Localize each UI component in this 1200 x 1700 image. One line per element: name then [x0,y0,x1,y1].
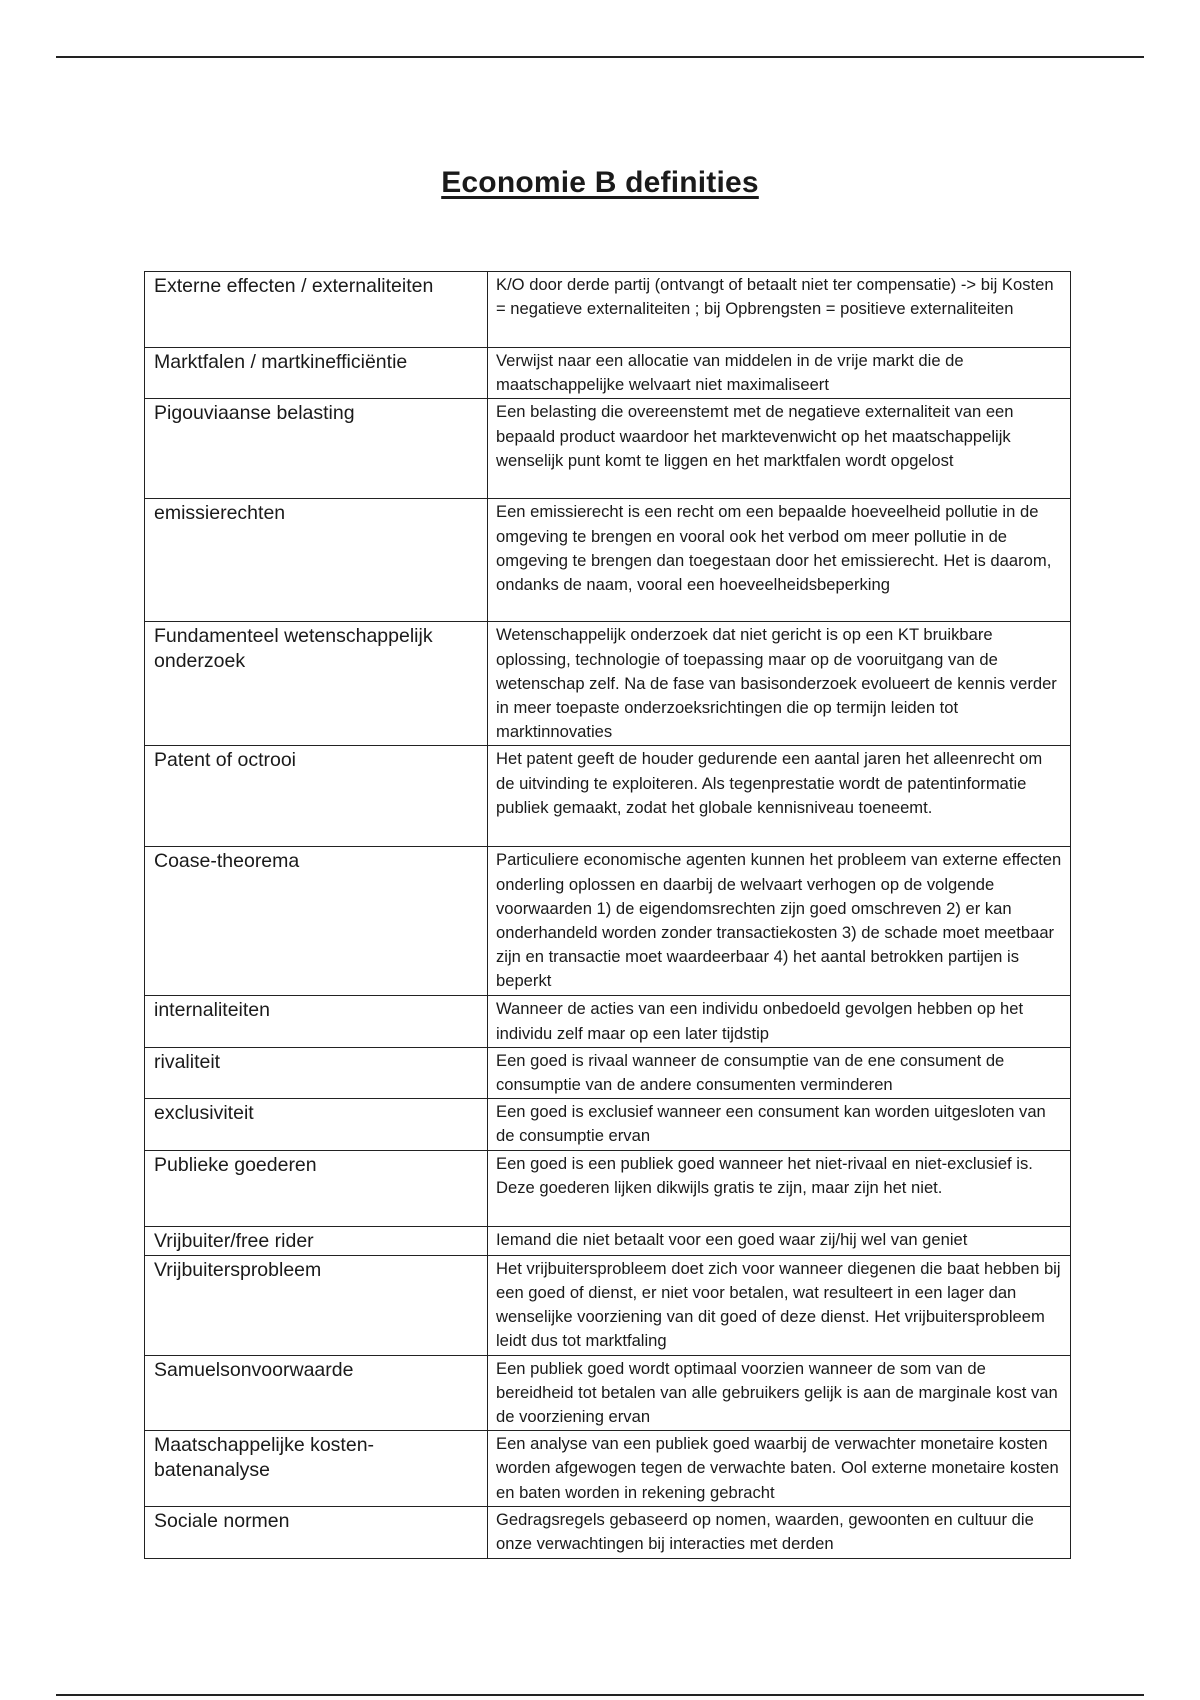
definition-cell: K/O door derde partij (ontvangt of betaalt niet ter compensatie) -> bij Kosten = negatieve externaliteiten ; bij Opbrengsten = positieve externaliteiten [488,272,1071,348]
term-cell: Samuelsonvoorwaarde [145,1355,488,1431]
table-row [145,399,1071,499]
definition-cell: Een goed is een publiek goed wanneer het niet-rivaal en niet-exclusief is. Deze goederen lijken dikwijls gratis te zijn, maar zijn het niet. [488,1150,1071,1226]
table-row [145,272,1071,348]
table-row [145,622,1071,746]
definition-cell: Verwijst naar een allocatie van middelen in de vrije markt die de maatschappelijke welvaart niet maximaliseert [488,348,1071,399]
footer-rule [56,1694,1144,1696]
header-rule [56,56,1144,58]
table-row [145,348,1071,399]
table-row [145,1431,1071,1507]
definition-cell: Wetenschappelijk onderzoek dat niet gericht is op een KT bruikbare oplossing, technologie of toepassing maar op de vooruitgang van de wetenschap zelf. Na de fase van basisonderzoek evolueert de kennis verder in meer toepaste onderzoeksrichtingen die op termijn leiden tot marktinnovaties [488,622,1071,746]
table-row [145,499,1071,622]
table-row [145,746,1071,847]
term-cell: Externe effecten / externaliteiten [145,272,488,348]
definitions-table-body [145,272,1071,1559]
definition-cell: Een goed is rivaal wanneer de consumptie van de ene consument de consumptie van de andere consumenten verminderen [488,1047,1071,1098]
term-cell: Pigouviaanse belasting [145,399,488,499]
term-cell: Marktfalen / martkinefficiëntie [145,348,488,399]
definition-cell: Het vrijbuitersprobleem doet zich voor wanneer diegenen die baat hebben bij een goed of dienst, er niet voor betalen, wat resulteert in een lager dan wenselijke voorziening van dit goed of deze dienst. Het vrijbuitersprobleem leidt dus tot marktfaling [488,1255,1071,1355]
definition-cell: Wanneer de acties van een individu onbedoeld gevolgen hebben op het individu zelf maar op een later tijdstip [488,996,1071,1047]
table-row [145,1099,1071,1150]
term-cell: Sociale normen [145,1507,488,1558]
definition-cell: Een publiek goed wordt optimaal voorzien wanneer de som van de bereidheid tot betalen van alle gebruikers gelijk is aan de marginale kost van de voorziening ervan [488,1355,1071,1431]
table-row [145,1255,1071,1355]
term-cell: Vrijbuiter/free rider [145,1226,488,1255]
term-cell: rivaliteit [145,1047,488,1098]
term-cell: Maatschappelijke kosten-batenanalyse [145,1431,488,1507]
table-row [145,996,1071,1047]
table-row [145,847,1071,996]
table-row [145,1226,1071,1255]
table-row [145,1047,1071,1098]
term-cell: Coase-theorema [145,847,488,996]
definition-cell: Iemand die niet betaalt voor een goed waar zij/hij wel van geniet [488,1226,1071,1255]
page-title: Economie B definities [441,166,759,200]
definition-cell: Gedragsregels gebaseerd op nomen, waarden, gewoonten en cultuur die onze verwachtingen bij interacties met derden [488,1507,1071,1558]
term-cell: Publieke goederen [145,1150,488,1226]
definitions-table [144,271,1071,1559]
definition-cell: Particuliere economische agenten kunnen het probleem van externe effecten onderling oplossen en daarbij de welvaart verhogen op de volgende voorwaarden 1) de eigendomsrechten zijn goed omschreven 2) er kan onderhandeld worden zonder transactiekosten 3) de schade moet meetbaar zijn en transactie moet waardeerbaar 4) het aantal betrokken partijen is beperkt [488,847,1071,996]
table-row [145,1507,1071,1558]
table-row [145,1355,1071,1431]
definition-cell: Een emissierecht is een recht om een bepaalde hoeveelheid pollutie in de omgeving te brengen en vooral ook het verbod om meer pollutie in de omgeving te brengen dan toegestaan door het emissierecht. Het is daarom, ondanks de naam, vooral een hoeveelheidsbeperking [488,499,1071,622]
term-cell: Patent of octrooi [145,746,488,847]
table-row [145,1150,1071,1226]
term-cell: emissierechten [145,499,488,622]
term-cell: exclusiviteit [145,1099,488,1150]
definition-cell: Een analyse van een publiek goed waarbij de verwachter monetaire kosten worden afgewogen tegen de verwachte baten. Ool externe monetaire kosten en baten worden in rekening gebracht [488,1431,1071,1507]
term-cell: Vrijbuitersprobleem [145,1255,488,1355]
definition-cell: Een goed is exclusief wanneer een consument kan worden uitgesloten van de consumptie ervan [488,1099,1071,1150]
term-cell: internaliteiten [145,996,488,1047]
definition-cell: Een belasting die overeenstemt met de negatieve externaliteit van een bepaald product waardoor het marktevenwicht op het maatschappelijk wenselijk punt komt te liggen en het marktfalen wordt opgelost [488,399,1071,499]
term-cell: Fundamenteel wetenschappelijk onderzoek [145,622,488,746]
definition-cell: Het patent geeft de houder gedurende een aantal jaren het alleenrecht om de uitvinding te exploiteren. Als tegenprestatie wordt de patentinformatie publiek gemaakt, zodat het globale kennisniveau toeneemt. [488,746,1071,847]
